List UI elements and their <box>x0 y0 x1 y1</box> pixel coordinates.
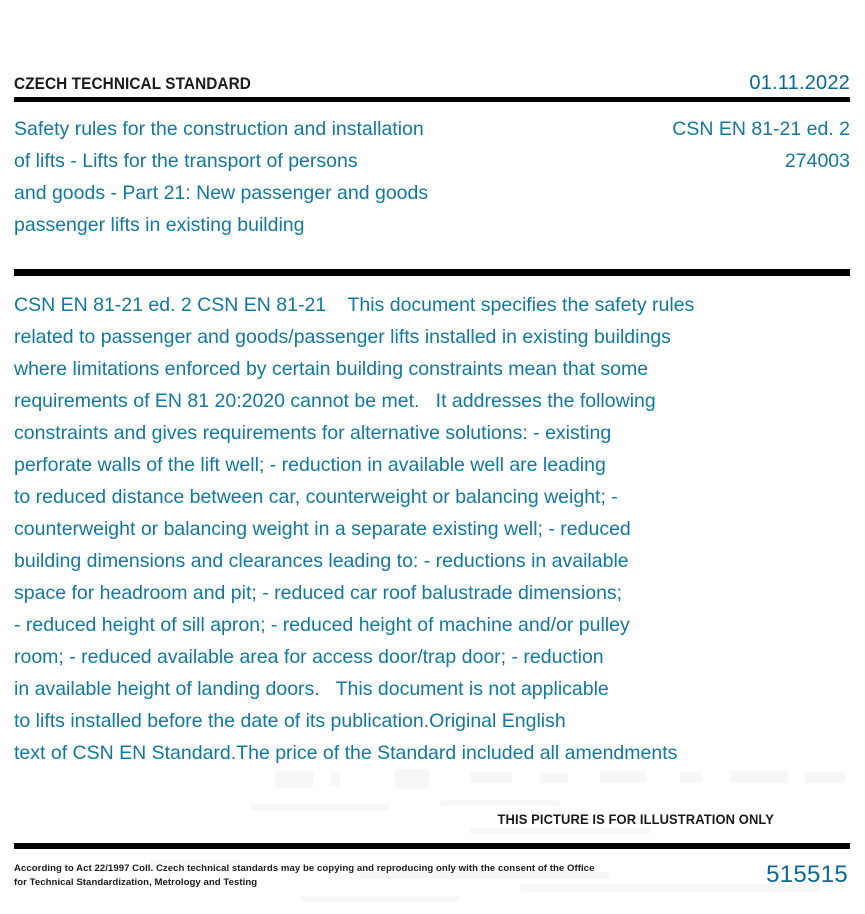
title-block <box>14 113 850 241</box>
abstract-line: requirements of EN 81 20:2020 cannot be met. It addresses the following <box>14 390 656 412</box>
copyright-notice <box>14 862 594 889</box>
header-divider <box>14 97 850 102</box>
abstract-divider <box>14 269 850 276</box>
document-header <box>14 72 850 98</box>
title-line: of lifts - Lifts for the transport of persons <box>14 150 358 172</box>
title-line: Safety rules for the construction and installation <box>14 118 424 140</box>
abstract-line: to reduced distance between car, counterweight or balancing weight; - <box>14 486 618 508</box>
scan-ghost-artifacts <box>0 760 865 914</box>
abstract-line: in available height of landing doors. This document is not applicable <box>14 678 609 700</box>
abstract-line: where limitations enforced by certain building constraints mean that some <box>14 358 649 380</box>
abstract-line: - reduced height of sill apron; - reduced height of machine and/or pulley <box>14 614 630 636</box>
abstract-line: counterweight or balancing weight in a separate existing well; - reduced <box>14 518 631 540</box>
standard-title <box>14 113 574 241</box>
order-code: 515515 <box>766 861 848 888</box>
abstract-line: constraints and gives requirements for alternative solutions: - existing <box>14 422 612 444</box>
document-footer <box>14 862 850 889</box>
copyright-line: According to Act 22/1997 Coll. Czech technical standards may be copying and reproducing only with the consent of the Office <box>14 863 595 874</box>
title-line: passenger lifts in existing building <box>14 214 305 236</box>
abstract-line: building dimensions and clearances leading to: - reductions in available <box>14 550 629 572</box>
title-line: and goods - Part 21: New passenger and goods <box>14 182 429 204</box>
abstract-line: perforate walls of the lift well; - reduction in available well are leading <box>14 454 606 476</box>
standard-identifiers <box>600 113 850 177</box>
abstract-line: related to passenger and goods/passenger lifts installed in existing buildings <box>14 326 671 348</box>
abstract-line: to lifts installed before the date of its publication.Original English <box>14 710 566 732</box>
abstract-line: room; - reduced available area for access door/trap door; - reduction <box>14 646 604 668</box>
catalogue-number: 274003 <box>784 150 850 172</box>
illustration-notice: THIS PICTURE IS FOR ILLUSTRATION ONLY <box>497 812 774 827</box>
page-title: CZECH TECHNICAL STANDARD <box>14 75 251 93</box>
standard-designation: CSN EN 81-21 ed. 2 <box>672 118 850 140</box>
copyright-line: for Technical Standardization, Metrology and Testing <box>14 876 258 888</box>
issue-date: 01.11.2022 <box>749 72 850 94</box>
abstract-line: space for headroom and pit; - reduced car roof balustrade dimensions; <box>14 582 623 604</box>
abstract-text <box>14 289 852 769</box>
footer-divider <box>14 843 850 849</box>
abstract-line: text of CSN EN Standard.The price of the Standard included all amendments <box>14 742 678 764</box>
abstract-line: CSN EN 81-21 ed. 2 CSN EN 81-21 This document specifies the safety rules <box>14 294 695 316</box>
